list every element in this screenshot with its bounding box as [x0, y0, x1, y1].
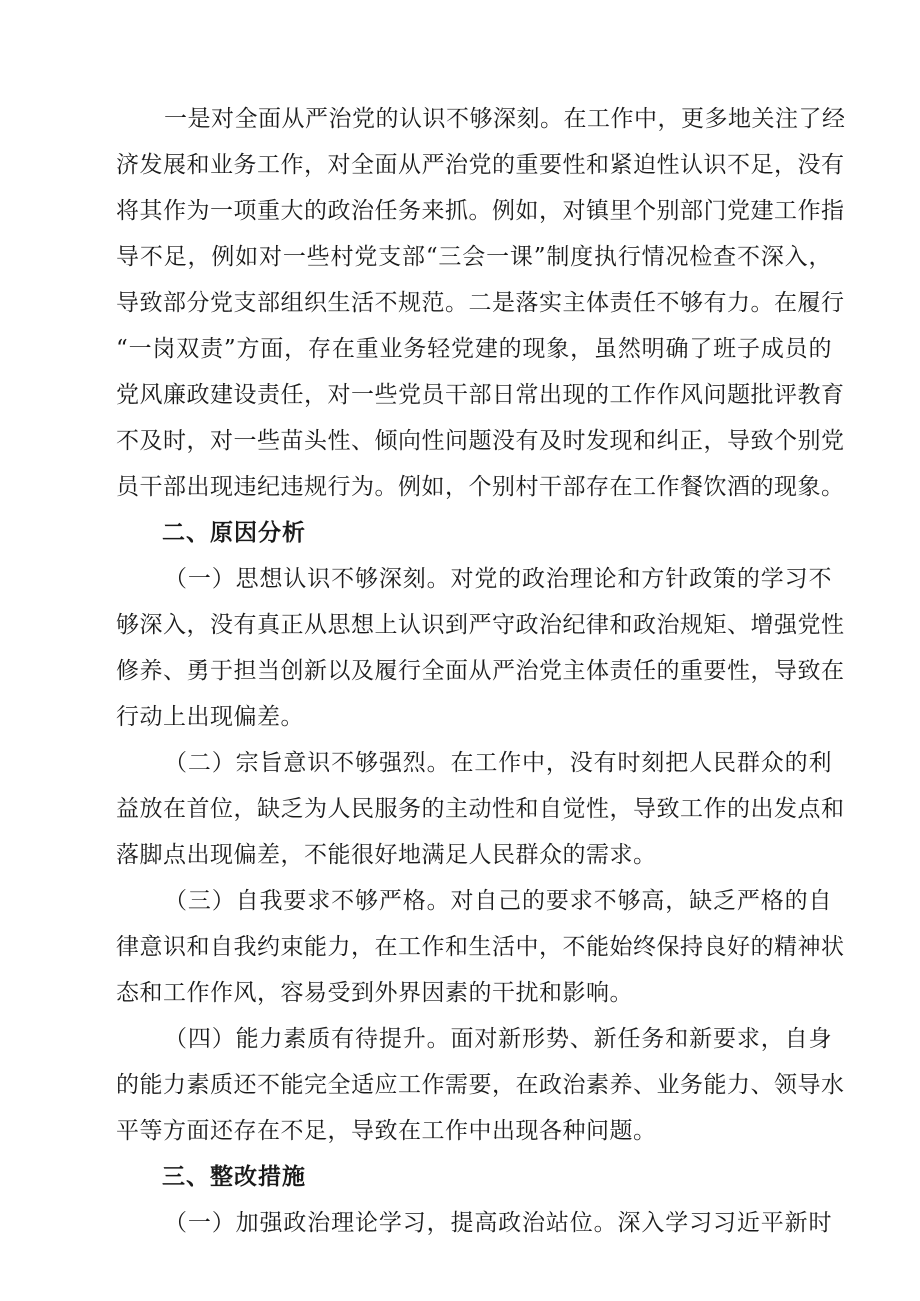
section-heading-measures: 三、整改措施 [162, 1164, 306, 1190]
paragraph-line: （二）宗旨意识不够强烈。在工作中，没有时刻把人民群众的利 [164, 750, 832, 776]
paragraph-line: 够深入，没有真正从思想上认识到严守政治纪律和政治规矩、增强党性 [116, 612, 845, 638]
paragraph-line: 导不足，例如对一些村党支部“三会一课”制度执行情况检查不深入， [116, 244, 832, 270]
paragraph-line: 不及时，对一些苗头性、倾向性问题没有及时发现和纠正，导致个别党 [116, 428, 845, 454]
paragraph-line: 的能力素质还不能完全适应工作需要，在政治素养、业务能力、领导水 [116, 1072, 845, 1098]
paragraph-line: 落脚点出现偏差，不能很好地满足人民群众的需求。 [116, 842, 657, 868]
paragraph-line: 导致部分党支部组织生活不规范。二是落实主体责任不够有力。在履行 [116, 290, 845, 316]
paragraph-line: “一岗双责”方面，存在重业务轻党建的现象，虽然明确了班子成员的 [116, 336, 832, 362]
paragraph-line: 态和工作作风，容易受到外界因素的干扰和影响。 [116, 980, 633, 1006]
paragraph-line: 平等方面还存在不足，导致在工作中出现各种问题。 [116, 1118, 657, 1144]
paragraph-line: （四）能力素质有待提升。面对新形势、新任务和新要求，自身 [164, 1026, 832, 1052]
paragraph-line: 一是对全面从严治党的认识不够深刻。在工作中，更多地关注了经 [164, 106, 846, 132]
paragraph-line: 修养、勇于担当创新以及履行全面从严治党主体责任的重要性，导致在 [116, 658, 845, 684]
section-heading-reasons: 二、原因分析 [162, 520, 306, 546]
paragraph-line: 益放在首位，缺乏为人民服务的主动性和自觉性，导致工作的出发点和 [116, 796, 845, 822]
paragraph-line: 行动上出现偏差。 [116, 704, 304, 730]
paragraph-line: 济发展和业务工作，对全面从严治党的重要性和紧迫性认识不足，没有 [116, 152, 845, 178]
paragraph-line: （一）思想认识不够深刻。对党的政治理论和方针政策的学习不 [164, 566, 832, 592]
paragraph-line: 员干部出现违纪违规行为。例如，个别村干部存在工作餐饮酒的现象。 [116, 474, 845, 500]
paragraph-line: 将其作为一项重大的政治任务来抓。例如，对镇里个别部门党建工作指 [116, 198, 845, 224]
paragraph-line: 律意识和自我约束能力，在工作和生活中，不能始终保持良好的精神状 [116, 934, 845, 960]
paragraph-line: 党风廉政建设责任，对一些党员干部日常出现的工作作风问题批评教育 [116, 382, 845, 408]
paragraph-line: （三）自我要求不够严格。对自己的要求不够高，缺乏严格的自 [164, 888, 832, 914]
paragraph-line: （一）加强政治理论学习，提高政治站位。深入学习习近平新时 [164, 1210, 832, 1236]
